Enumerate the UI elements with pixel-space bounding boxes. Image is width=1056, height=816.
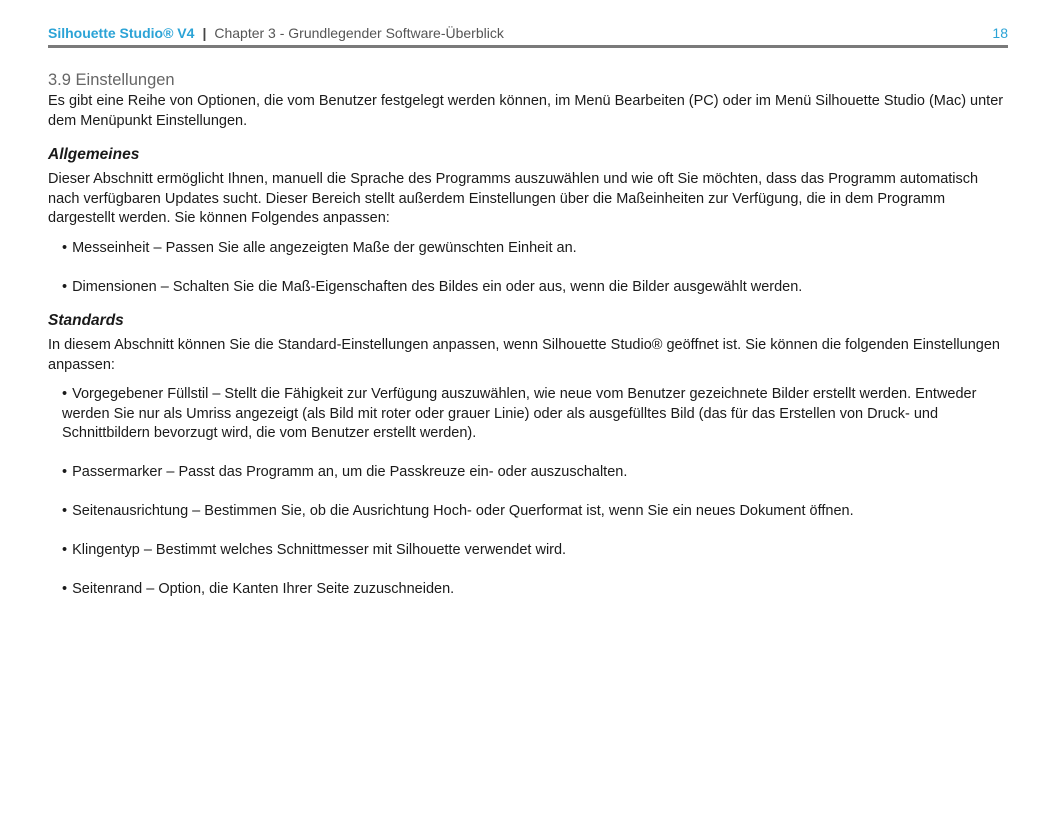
- list-item: [62, 239, 1008, 259]
- bullet-icon: •: [62, 542, 68, 558]
- list-item-text: Seitenrand – Option, die Kanten Ihrer Seite zuzuschneiden.: [72, 581, 455, 597]
- page-header: [48, 22, 1008, 44]
- list-item-text: Passermarker – Passt das Programm an, um die Passkreuze ein- oder auszuschalten.: [72, 464, 628, 480]
- list-item: [62, 463, 1008, 483]
- list-item-text: Klingentyp – Bestimmt welches Schnittmesser mit Silhouette verwendet wird.: [72, 542, 567, 558]
- header-chapter-title: Chapter 3 - Grundlegender Software-Überblick: [214, 25, 504, 41]
- list-item: [62, 385, 1008, 444]
- bullet-icon: •: [62, 581, 68, 597]
- section-intro: Es gibt eine Reihe von Optionen, die vom Benutzer festgelegt werden können, im Menü Bearbeiten (PC) oder im Menü Silhouette Studio (Mac) unter dem Menüpunkt Einstellungen.: [48, 93, 1004, 129]
- header-brand: Silhouette Studio® V4: [48, 25, 195, 41]
- general-heading: Allgemeines: [48, 146, 140, 163]
- bullet-icon: •: [62, 278, 68, 295]
- list-item-text: Seitenausrichtung – Bestimmen Sie, ob die Ausrichtung Hoch- oder Querformat ist, wenn Sie ein neues Dokument öffnen.: [72, 503, 854, 519]
- header-divider: [48, 45, 1008, 48]
- bullet-icon: •: [62, 503, 68, 519]
- list-item: [62, 278, 1008, 298]
- defaults-description: In diesem Abschnitt können Sie die Standard-Einstellungen anpassen, wenn Silhouette Studio® geöffnet ist. Sie können die folgenden Einstellungen anpassen:: [48, 337, 1000, 373]
- header-separator: |: [202, 25, 207, 41]
- page-content: [48, 68, 1008, 600]
- general-description: Dieser Abschnitt ermöglicht Ihnen, manuell die Sprache des Programms auszuwählen und wie oft Sie möchten, dass das Programm automatisch nach verfügbaren Updates sucht. Dieser Bereich stellt außerdem Einstellungen über die Maßeinheiten zur Verfügung, die in dem Programm dargestellt werden. Sie können Folgendes anpassen:: [48, 171, 979, 226]
- bullet-icon: •: [62, 386, 68, 402]
- section-title: 3.9 Einstellungen: [48, 71, 175, 89]
- list-item-text: Dimensionen – Schalten Sie die Maß-Eigenschaften des Bildes ein oder aus, wenn die Bilder ausgewählt werden.: [72, 278, 803, 295]
- list-item-text: Vorgegebener Füllstil – Stellt die Fähigkeit zur Verfügung auszuwählen, wie neue vom Benutzer gezeichnete Bilder erstellt werden. Entweder werden Sie nur als Umriss angezeigt (als Bild mit roter oder grauer Linie) oder als ausgefülltes Bild (das für das Erstellen von Druck- und Schnittbildern bevorzugt wird, die vom Benutzer erstellt werden).: [62, 386, 977, 441]
- list-item: [62, 580, 1008, 600]
- list-item-text: Messeinheit – Passen Sie alle angezeigten Maße der gewünschten Einheit an.: [72, 239, 577, 256]
- general-list: [62, 239, 1008, 298]
- list-item: [62, 541, 1008, 561]
- defaults-list: [62, 385, 1008, 600]
- defaults-heading: Standards: [48, 312, 124, 329]
- list-item: [62, 502, 1008, 522]
- page-number: 18: [992, 25, 1008, 41]
- bullet-icon: •: [62, 239, 68, 256]
- bullet-icon: •: [62, 464, 68, 480]
